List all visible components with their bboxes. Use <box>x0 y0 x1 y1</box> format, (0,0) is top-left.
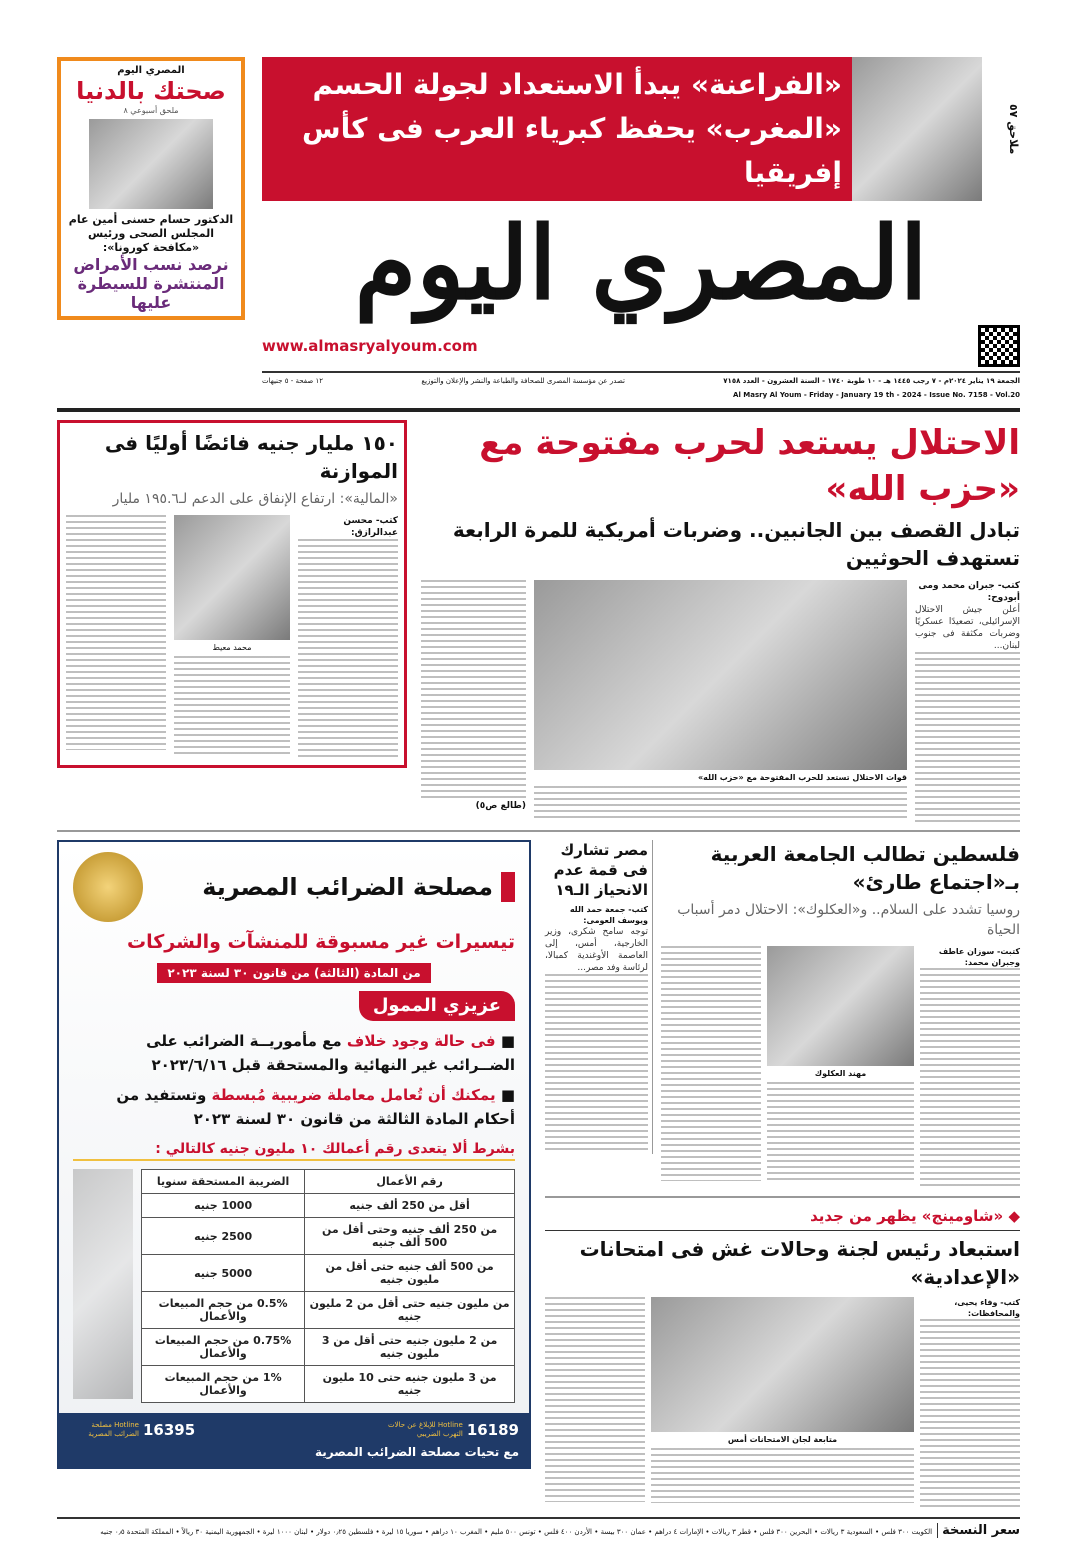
table-row <box>142 1194 515 1218</box>
promo-headline: نرصد نسب الأمراض <box>73 255 229 274</box>
nam-headline: مصر تشارك فى قمة عدم الانحياز الـ١٩ <box>553 841 648 899</box>
palestine-headline: فلسطين تطالب الجامعة العربية بـ«اجتماع طارئ» <box>710 842 1020 894</box>
byline: كتب- جمعة حمد الله ويوسف العومى: <box>569 905 648 925</box>
tax-point-2: ■ يمكنك أن تُعامل معاملة ضريبية مُبسطة وتستفيد من أحكام المادة الثالثة من قانون ٣٠ لسنة ٢٠٢٣ <box>116 1086 515 1128</box>
continued-link[interactable]: (طالع ص٥) <box>475 801 526 811</box>
tax-ad-footer <box>59 1413 529 1467</box>
issue-price: ١٢ صفحة - ٥ جنيهات <box>262 377 323 385</box>
price-label: سعر النسخة <box>937 1523 1020 1538</box>
turnover-cell: من مليون جنيه حتى أقل من 2 مليون جنيه <box>305 1292 515 1329</box>
turnover-cell: من 500 ألف جنيه حتى أقل من مليون جنيه <box>305 1255 515 1292</box>
lead-headline: الاحتلال يستعد لحرب مفتوحة مع «حزب الله» <box>479 423 1020 509</box>
promo-headline-2: المنتشرة للسيطرة عليها <box>77 274 225 312</box>
point-highlight: يمكنك أن تُعامل معاملة ضريبية مُبسطة <box>211 1086 496 1104</box>
lead-row <box>57 420 1020 822</box>
tax-logo-seal <box>73 852 143 922</box>
tax-amount-cell: 0.75% من حجم المبيعات والأعمال <box>142 1329 305 1366</box>
masthead-logo: المصري اليوم <box>354 204 928 322</box>
table-row <box>142 1218 515 1255</box>
palestine-subhead: روسيا تشدد على السلام.. و«العكلوك»: الاحتلال دمر أسباب الحياة <box>677 902 1020 938</box>
price-strip <box>57 1519 1020 1542</box>
exams-headline: استبعاد رئيس لجنة وحالات غش فى امتحانات «الإعدادية» <box>579 1237 1020 1289</box>
issue-date: الجمعة ١٩ يناير ٢٠٢٤م - ٧ رجب ١٤٤٥ هـ - ١٠ طوبة ١٧٤٠ - السنة العشرون - العدد ٧١٥٨ <box>723 377 1020 385</box>
point-text: مع مأموريــة الضرائب على الضــرائب غير النهائية والمستحقة قبل ٢٠٢٣/٦/١٦ <box>146 1032 515 1074</box>
kicker-text: «شاومينج» يظهر من جديد <box>810 1207 1004 1225</box>
turnover-cell: من 2 مليون جنيه حتى أقل من 3 مليون جنيه <box>305 1329 515 1366</box>
photo-caption: قوات الاحتلال تستعد للحرب المفتوحة مع «حزب الله» <box>697 773 907 782</box>
lead-story[interactable] <box>421 420 1020 822</box>
businessman-photo <box>73 1169 133 1399</box>
table-row <box>142 1366 515 1403</box>
qr-code[interactable] <box>978 325 1020 367</box>
top-section <box>57 57 1020 400</box>
tax-amount-cell: 0.5% من حجم المبيعات والأعمال <box>142 1292 305 1329</box>
byline: كتب- محسن عبدالرازق: <box>343 516 398 538</box>
site-url[interactable]: www.almasryalyoum.com <box>262 337 478 355</box>
table-row <box>142 1292 515 1329</box>
tax-ad[interactable] <box>57 840 531 1469</box>
tax-amount-cell: 2500 جنيه <box>142 1218 305 1255</box>
byline: كتب- جبران محمد ومى أبودوح: <box>918 581 1020 603</box>
turnover-cell: أقل من 250 ألف جنيه <box>305 1194 515 1218</box>
nam-story[interactable] <box>545 840 653 1154</box>
tax-ad-slogan: تيسيرات غير مسبوقة للمنشآت والشركات <box>127 931 515 953</box>
divider <box>545 1196 1020 1198</box>
budget-story[interactable] <box>57 420 407 768</box>
tax-ad-law: من المادة (الثالثة) من قانون ٣٠ لسنة ٢٠٢٣ <box>157 963 430 983</box>
table-row <box>142 1255 515 1292</box>
photo-caption: مهند العكلوك <box>814 1069 867 1078</box>
publisher-info: تصدر عن مؤسسة المصرى للصحافة والطباعة والنشر والإعلان والتوزيع <box>421 377 625 385</box>
akalouk-photo <box>767 946 914 1066</box>
tax-table <box>141 1169 515 1403</box>
supplement-brand: المصري اليوم <box>117 65 185 76</box>
col-header: الضريبة المستحقة سنويا <box>142 1170 305 1194</box>
tax-amount-cell: 1000 جنيه <box>142 1194 305 1218</box>
point-highlight: فى حالة وجود خلاف <box>346 1032 496 1050</box>
accent-bar <box>501 872 515 902</box>
minister-photo <box>174 515 290 640</box>
turnover-cell: من 250 ألف جنيه وحتى أقل من 500 ألف جنيه <box>305 1218 515 1255</box>
tax-amount-cell: 5000 جنيه <box>142 1255 305 1292</box>
exams-story[interactable] <box>545 1206 1020 1509</box>
lead-subhead: تبادل القصف بين الجانبين.. وضربات أمريكية للمرة الرابعة تستهدف الحوثيين <box>452 518 1020 570</box>
photo-caption: محمد معيط <box>212 643 252 652</box>
tax-ad-title: مصلحة الضرائب المصرية <box>202 873 493 901</box>
hotline-16395[interactable]: 16395 <box>143 1421 196 1439</box>
banner-headline-1: «الفراعنة» يبدأ الاستعداد لجولة الحسم <box>312 68 842 101</box>
lower-row <box>57 840 1020 1509</box>
photo-caption: متابعة لجان الامتحانات أمس <box>727 1435 838 1444</box>
tax-amount-cell: 1% من حجم المبيعات والأعمال <box>142 1366 305 1403</box>
budget-headline: ١٥٠ مليار جنيه فائضًا أوليًا فى الموازنة <box>104 431 398 483</box>
turnover-cell: من 3 مليون جنيه حتى 10 مليون جنيه <box>305 1366 515 1403</box>
sports-banner[interactable] <box>262 57 982 201</box>
hotline-16189[interactable]: 16189 <box>466 1421 519 1439</box>
price-list: الكويت ٣٠٠ فلس • السعودية ٣ ريالات • البحرين ٣٠٠ فلس • قطر ٣ ريالات • الإمارات ٤ دراهم • عمان ٣٠٠ بيسة • الأردن ٤٠٠ فلس • تونس ٥٠٠ مليم • المغرب ١٠ دراهم • سوريا ١٥ ليرة • فلسطين ٠٫٢٥ دولار • لبنان ١٠٠٠ ليرة • الجمهورية اليمنية ٣٠ ريالاً • المملكة المتحدة ٠٫٥ جنيه <box>100 1528 933 1536</box>
hotline-label: Hotline مصلحة الضرائب المصرية <box>88 1421 139 1438</box>
doctor-photo <box>89 119 213 209</box>
front-page <box>57 0 1020 1542</box>
supplement-sub: ملحق أسبوعي ٨ <box>123 106 179 115</box>
masthead-area <box>262 57 1020 400</box>
tax-condition: بشرط ألا يتعدى رقم أعمالك ١٠ مليون جنيه كالتالي : <box>73 1139 515 1161</box>
exam-hall-photo <box>651 1297 914 1432</box>
col-header: رقم الأعمال <box>305 1170 515 1194</box>
palestine-story[interactable] <box>661 840 1020 1188</box>
tax-point-1: ■ فى حالة وجود خلاف مع مأموريــة الضرائب على الضــرائب غير النهائية والمستحقة قبل ٢٠٢٣/٦/١٦ <box>146 1032 515 1074</box>
banner-headline-2: «المغرب» يحفظ كبرياء العرب فى كأس إفريقيا <box>301 112 842 189</box>
byline: كتب- وفاء يحيى، والمحافظات: <box>954 1298 1020 1318</box>
article-body: توجه سامح شكرى، وزير الخارجية، أمس، إلى العاصمة الأوغندية كمبالا، لرئاسة وفد مصر... <box>545 927 648 973</box>
footer-thanks: مع تحيات مصلحة الضرائب المصرية <box>315 1445 519 1459</box>
supplement-title: صحتك بالدنيا <box>76 77 226 105</box>
divider <box>57 830 1020 832</box>
point-text: وتستفيد من أحكام المادة الثالثة من قانون ٣٠ لسنة ٢٠٢٣ <box>116 1086 515 1128</box>
supplement-promo[interactable] <box>57 57 245 320</box>
supplements-tag: ملاحق ٥٧ <box>1007 103 1020 155</box>
exams-kicker: ◆ «شاومينج» يظهر من جديد <box>810 1207 1020 1225</box>
team-photo <box>852 57 982 201</box>
table-row <box>142 1329 515 1366</box>
article-body: أعلن جيش الاحتلال الإسرائيلى، تصعيدًا عسكريًا وضربات مكثفة فى جنوب لبنان... <box>915 605 1020 651</box>
byline: كتبت- سوزان عاطف وجبران محمد: <box>938 947 1020 967</box>
promo-caption: الدكتور حسام حسنى أمين عام المجلس الصحى ورئيس «مكافحة كورونا»: <box>68 213 234 254</box>
tanks-photo <box>534 580 907 770</box>
issue-info-en: Al Masry Al Youm - Friday - January 19 th - 2024 - Issue No. 7158 - Vol.20 <box>733 391 1020 399</box>
divider <box>57 408 1020 412</box>
tax-ad-greeting: عزيزي الممول <box>359 991 515 1021</box>
hotline-label: Hotline للإبلاغ عن حالات التهرب الضريبي <box>388 1421 463 1438</box>
budget-subhead: «المالية»: ارتفاع الإنفاق على الدعم لـ١٩٥.٦ مليار <box>112 491 398 507</box>
